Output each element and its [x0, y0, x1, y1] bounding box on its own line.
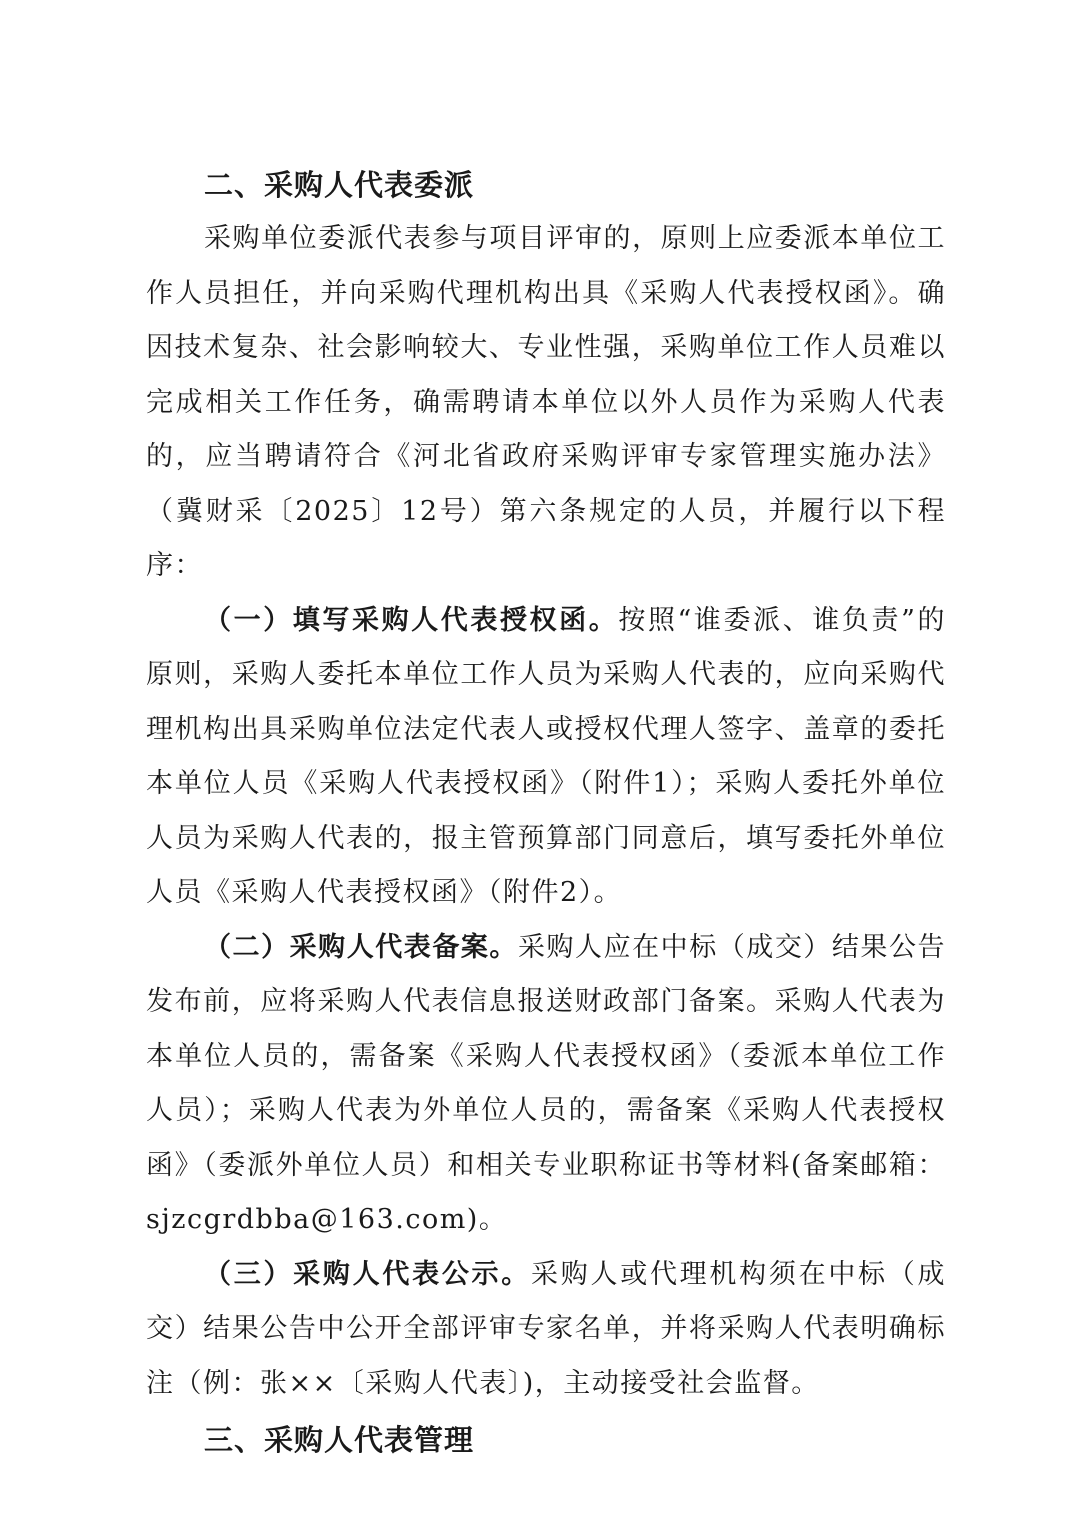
item-2-paragraph — [146, 921, 946, 1248]
item-1-paragraph — [146, 594, 946, 921]
item-3-paragraph — [146, 1248, 946, 1412]
intro-paragraph: 采购单位委派代表参与项目评审的，原则上应委派本单位工作人员担任，并向采购代理机构出具《采购人代表授权函》。确因技术复杂、社会影响较大、专业性强，采购单位工作人员难以完成相关工作任务，确需聘请本单位以外人员作为采购人代表的，应当聘请符合《河北省政府采购评审专家管理实施办法》（冀财采〔2025〕12号）第六条规定的人员，并履行以下程序： — [146, 223, 946, 581]
section-heading-3: 三、采购人代表管理 — [204, 1423, 475, 1457]
item-2-lead: （二）采购人代表备案。 — [204, 931, 518, 963]
item-1-body: 按照“谁委派、谁负责”的原则，采购人委托本单位工作人员为采购人代表的，应向采购代理机构出具采购单位法定代表人或授权代理人签字、盖章的委托本单位人员《采购人代表授权函》（附件1）；采购人委托外单位人员为采购人代表的，报主管预算部门同意后，填写委托外单位人员《采购人代表授权函》（附件2）。 — [146, 604, 947, 908]
section-heading-2: 二、采购人代表委派 — [204, 168, 475, 202]
item-3-lead: （三）采购人代表公示。 — [204, 1258, 532, 1290]
item-1-lead: （一）填写采购人代表授权函。 — [204, 604, 619, 636]
document-body — [146, 158, 946, 1467]
item-2-body: 采购人应在中标（成交）结果公告发布前，应将采购人代表信息报送财政部门备案。采购人代表为本单位人员的，需备案《采购人代表授权函》（委派本单位工作人员）；采购人代表为外单位人员的，需备案《采购人代表授权函》（委派外单位人员）和相关专业职称证书等材料(备案邮箱：sjzcgrdbba@163.com)。 — [146, 931, 947, 1235]
item-3-body: 采购人或代理机构须在中标（成交）结果公告中公开全部评审专家名单，并将采购人代表明确标注（例：张××〔采购人代表〕)，主动接受社会监督。 — [146, 1258, 947, 1399]
